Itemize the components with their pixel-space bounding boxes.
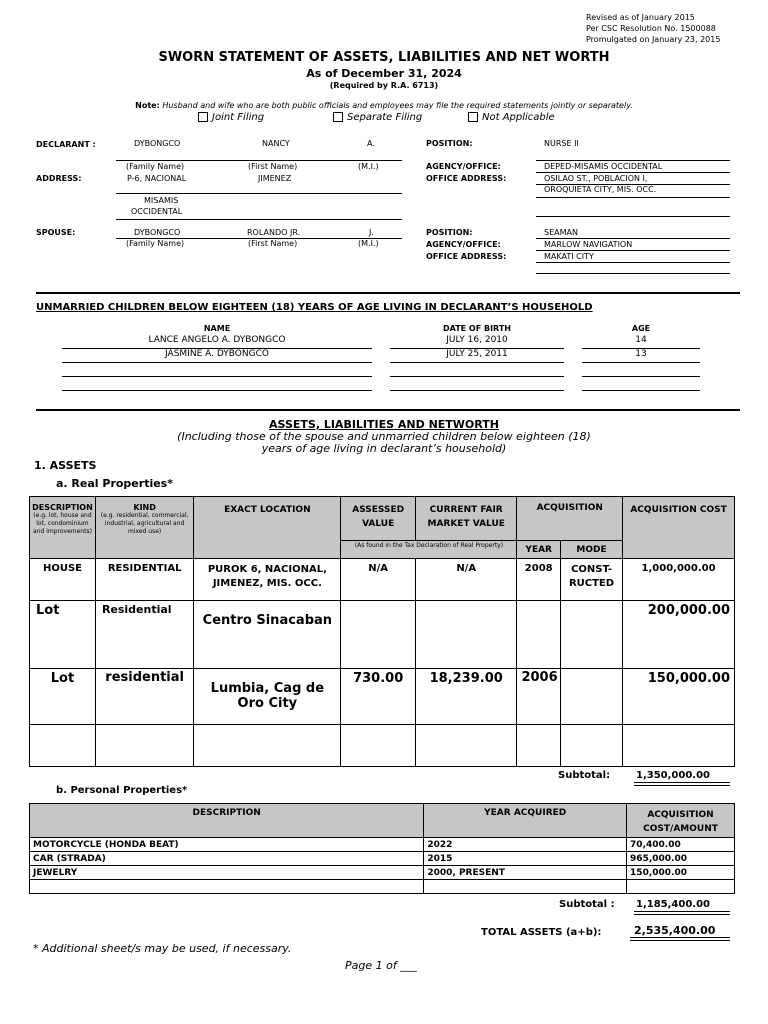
note-label: Note: bbox=[135, 101, 160, 110]
office-address-line-c bbox=[536, 216, 730, 217]
declarant-agency: DEPED-MISAMIS OCCIDENTAL bbox=[544, 162, 663, 171]
address-line-2: JIMENEZ bbox=[258, 174, 292, 183]
checkbox-icon[interactable] bbox=[198, 112, 208, 122]
child-line bbox=[582, 362, 700, 363]
real-subtotal-label: Subtotal: bbox=[558, 770, 611, 781]
children-col-dob: DATE OF BIRTH bbox=[443, 324, 511, 333]
subtotal-line bbox=[634, 911, 730, 912]
personal-properties-table bbox=[29, 803, 735, 894]
child-line bbox=[390, 348, 564, 349]
as-of-date: As of December 31, 2024 bbox=[306, 67, 462, 80]
spouse-position-label: POSITION: bbox=[426, 228, 473, 237]
separate-filing-option[interactable]: Separate Filing bbox=[333, 112, 422, 123]
note-line bbox=[0, 101, 768, 110]
page-number: Page 1 of ___ bbox=[345, 959, 417, 972]
required-by: (Required by R.A. 6713) bbox=[329, 81, 439, 90]
child-line bbox=[62, 348, 372, 349]
table-row bbox=[30, 880, 735, 894]
alnw-subtitle-2: years of age living in declarant’s household) bbox=[261, 442, 507, 455]
revision-info bbox=[586, 12, 720, 45]
agency-label: AGENCY/OFFICE: bbox=[426, 162, 501, 171]
section-divider bbox=[36, 409, 740, 411]
table-row bbox=[30, 725, 735, 767]
spouse-position: SEAMAN bbox=[544, 228, 578, 237]
pp-header-year: YEAR ACQUIRED bbox=[424, 804, 627, 838]
child-name: LANCE ANGELO A. DYBONGCO bbox=[148, 335, 286, 345]
revised-text: Revised as of January 2015 bbox=[586, 13, 695, 22]
personal-properties-heading: b. Personal Properties* bbox=[56, 785, 188, 796]
table-row: Lot Residential Centro Sinacaban 200,000.00 bbox=[30, 601, 735, 669]
total-assets-label: TOTAL ASSETS (a+b): bbox=[481, 927, 602, 938]
child-line bbox=[390, 390, 564, 391]
child-line bbox=[390, 362, 564, 363]
spouse-office-line bbox=[536, 262, 730, 263]
office-address-line-b bbox=[536, 197, 730, 198]
spouse-first-caption: (First Name) bbox=[248, 239, 298, 248]
spouse-first-name: ROLANDO JR. bbox=[247, 228, 301, 237]
declarant-family-name: DYBONGCO bbox=[134, 139, 181, 148]
subtotal-line bbox=[634, 782, 730, 783]
spouse-mi: J. bbox=[369, 228, 374, 237]
first-name-caption: (First Name) bbox=[248, 162, 298, 171]
spouse-position-line bbox=[536, 238, 730, 239]
office-address-label: OFFICE ADDRESS: bbox=[426, 174, 507, 183]
resolution-text: Per CSC Resolution No. 1500088 bbox=[586, 24, 716, 33]
alnw-title: ASSETS, LIABILITIES AND NETWORTH bbox=[269, 418, 499, 431]
address-line-1: P-6, NACIONAL bbox=[127, 174, 187, 183]
total-line bbox=[630, 940, 730, 941]
address-line-4: OCCIDENTAL bbox=[131, 207, 183, 216]
address-line-3: MISAMIS bbox=[144, 196, 179, 205]
child-line bbox=[62, 362, 372, 363]
child-line bbox=[390, 376, 564, 377]
agency-line bbox=[536, 172, 730, 173]
address-label: ADDRESS: bbox=[36, 174, 82, 183]
child-line bbox=[582, 348, 700, 349]
spouse-label: SPOUSE: bbox=[36, 228, 76, 237]
pp-header-description: DESCRIPTION bbox=[30, 804, 424, 838]
header-tax-note: (As found in the Tax Declaration of Real Property) bbox=[341, 541, 517, 559]
header-mode: MODE bbox=[560, 541, 622, 559]
promulgated-text: Promulgated on January 23, 2015 bbox=[586, 35, 721, 44]
children-col-age: AGE bbox=[631, 324, 651, 333]
children-title: UNMARRIED CHILDREN BELOW EIGHTEEN (18) YEARS OF AGE LIVING IN DECLARANT’S HOUSEHOLD bbox=[36, 302, 593, 313]
real-properties-table bbox=[29, 496, 735, 767]
assets-heading: 1. ASSETS bbox=[34, 459, 97, 472]
child-age: 14 bbox=[635, 335, 647, 345]
child-dob: JULY 16, 2010 bbox=[446, 335, 508, 345]
subtotal-line bbox=[634, 914, 730, 915]
child-line bbox=[582, 376, 700, 377]
declarant-first-name: NANCY bbox=[262, 139, 290, 148]
header-assessed: ASSESSED VALUE bbox=[341, 497, 416, 541]
header-cost: ACQUISITION COST bbox=[623, 497, 735, 559]
table-row: CAR (STRADA) 2015 965,000.00 bbox=[30, 852, 735, 866]
spouse-agency-line bbox=[536, 250, 730, 251]
spouse-office-address: MAKATI CITY bbox=[544, 252, 594, 261]
pp-subtotal-value: 1,185,400.00 bbox=[636, 899, 711, 910]
spouse-office-line-b bbox=[536, 273, 730, 274]
alnw-subtitle-1: (Including those of the spouse and unmarried children below eighteen (18) bbox=[177, 430, 591, 443]
spouse-agency-label: AGENCY/OFFICE: bbox=[426, 240, 501, 249]
checkbox-icon[interactable] bbox=[333, 112, 343, 122]
additional-sheets-note: * Additional sheet/s may be used, if necessary. bbox=[33, 942, 292, 955]
not-applicable-option[interactable]: Not Applicable bbox=[468, 112, 555, 123]
total-line bbox=[630, 937, 730, 938]
table-row: MOTORCYCLE (HONDA BEAT) 2022 70,400.00 bbox=[30, 838, 735, 852]
child-line bbox=[582, 390, 700, 391]
real-properties-heading: a. Real Properties* bbox=[56, 477, 173, 490]
section-divider bbox=[36, 292, 740, 294]
mi-caption: (M.I.) bbox=[358, 162, 379, 171]
child-line bbox=[62, 376, 372, 377]
spouse-agency: MARLOW NAVIGATION bbox=[544, 240, 633, 249]
spouse-mi-caption: (M.I.) bbox=[358, 239, 379, 248]
declarant-mi: A. bbox=[367, 139, 375, 148]
subtotal-line bbox=[634, 785, 730, 786]
office-address-1: OSILAO ST., POBLACION I, bbox=[544, 174, 648, 183]
child-age: 13 bbox=[635, 349, 647, 359]
office-address-2: OROQUIETA CITY, MIS. OCC. bbox=[544, 185, 657, 194]
children-col-name: NAME bbox=[203, 324, 231, 333]
form-title: SWORN STATEMENT OF ASSETS, LIABILITIES AND NET WORTH bbox=[158, 50, 610, 65]
total-assets-value: 2,535,400.00 bbox=[634, 924, 716, 937]
spouse-family-caption: (Family Name) bbox=[126, 239, 185, 248]
pp-header-cost: ACQUISITION COST/AMOUNT bbox=[627, 804, 735, 838]
family-name-caption: (Family Name) bbox=[126, 162, 185, 171]
header-year: YEAR bbox=[517, 541, 561, 559]
table-row: Lot residential Lumbia, Cag de Oro City 730.00 18,239.00 2006 150,000.00 bbox=[30, 669, 735, 725]
address-line bbox=[116, 193, 402, 194]
position-line bbox=[536, 160, 730, 161]
header-description: DESCRIPTION (e.g. lot, house and lot, condominium and improvements) bbox=[30, 497, 96, 559]
declarant-name-line bbox=[116, 160, 402, 161]
spouse-office-address-label: OFFICE ADDRESS: bbox=[426, 252, 507, 261]
joint-filing-option[interactable]: Joint Filing bbox=[198, 112, 264, 123]
declarant-label: DECLARANT : bbox=[36, 140, 96, 149]
header-kind: KIND (e.g. residential, commercial, industrial, agricultural and mixed use) bbox=[95, 497, 193, 559]
spouse-family-name: DYBONGCO bbox=[134, 228, 181, 237]
header-location: EXACT LOCATION bbox=[194, 497, 341, 559]
child-dob: JULY 25, 2011 bbox=[446, 349, 508, 359]
real-subtotal-value: 1,350,000.00 bbox=[636, 770, 711, 781]
child-name: JASMINE A. DYBONGCO bbox=[165, 349, 269, 359]
child-line bbox=[62, 390, 372, 391]
address-line-b bbox=[116, 219, 402, 220]
declarant-position: NURSE II bbox=[544, 139, 579, 148]
position-label: POSITION: bbox=[426, 139, 473, 148]
header-fair-market: CURRENT FAIR MARKET VALUE bbox=[415, 497, 517, 541]
pp-subtotal-label: Subtotal : bbox=[559, 899, 615, 910]
header-acquisition: ACQUISITION bbox=[517, 497, 623, 541]
checkbox-icon[interactable] bbox=[468, 112, 478, 122]
table-row: HOUSE RESIDENTIAL PUROK 6, NACIONAL, JIMENEZ, MIS. OCC. N/A N/A 2008 CONST-RUCTED 1,000,000.00 bbox=[30, 559, 735, 601]
table-row: JEWELRY 2000, PRESENT 150,000.00 bbox=[30, 866, 735, 880]
note-text: Husband and wife who are both public officials and employees may file the required statements jointly or separately. bbox=[162, 101, 633, 110]
